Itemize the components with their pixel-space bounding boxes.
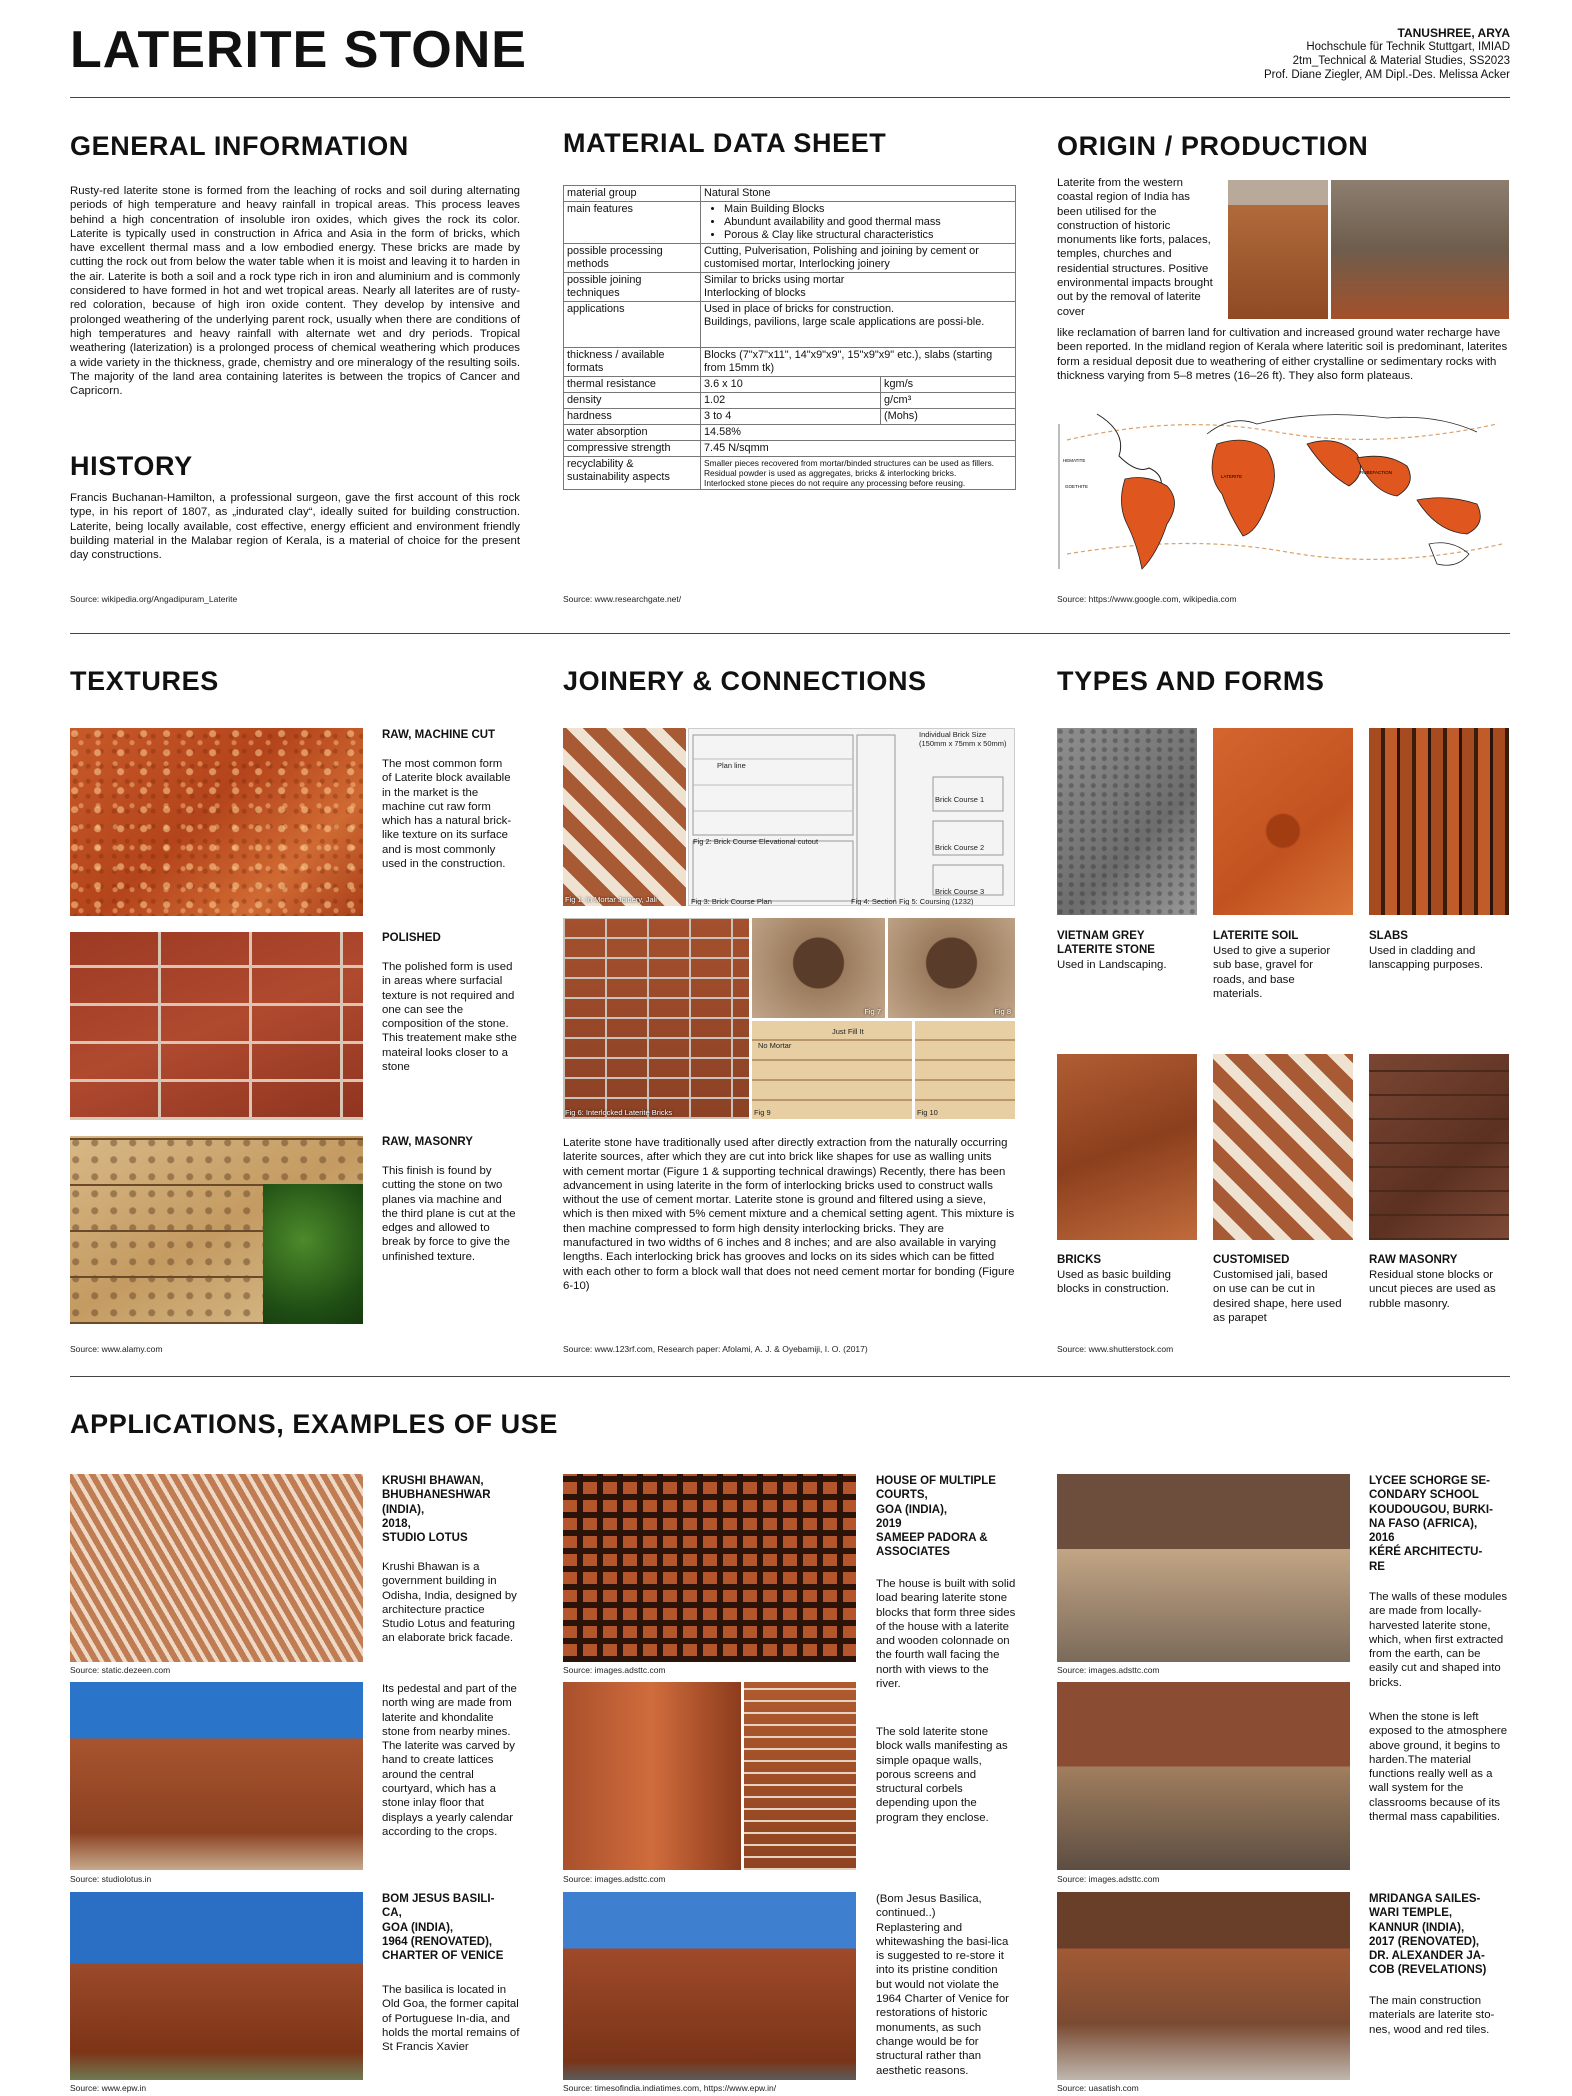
lycee-source-1: Source: images.adsttc.com xyxy=(1057,1665,1160,1675)
type-desc: Used as basic building blocks in construction. xyxy=(1057,1269,1171,1296)
table-row xyxy=(564,302,1016,348)
types-source: Source: www.shutterstock.com xyxy=(1057,1344,1174,1354)
bom-jesus-source-2: Source: timesofindia.indiatimes.com, https://www.epw.in/ xyxy=(563,2083,777,2093)
type-desc: Used in cladding and lanscapping purposes. xyxy=(1369,945,1483,972)
table-key: hardness xyxy=(564,409,701,425)
table-row xyxy=(564,186,1016,202)
figure-caption: Brick Course 3 xyxy=(935,887,985,896)
krushi-text-2: Its pedestal and part of the north wing are made from laterite and khondalite stone from nearby mines. The laterite was carved by hand to create lattices around the central courtyard, which has a stone inlay floor that displays a yearly calendar according to the crops. xyxy=(382,1683,517,1838)
table-row xyxy=(564,273,1016,302)
table-key: density xyxy=(564,393,701,409)
mridanga-temple-photo xyxy=(1057,1892,1350,2080)
interlocked-bricks-photo xyxy=(563,918,749,1119)
mridanga-source: Source: uasatish.com xyxy=(1057,2083,1139,2093)
map-label: RUBEFACTION xyxy=(1360,470,1393,475)
table-row xyxy=(564,244,1016,273)
table-row xyxy=(564,425,1016,441)
krushi-bhawan-facade-photo xyxy=(70,1474,363,1662)
table-value: Blocks (7"x7"x11", 14"x9"x9", 15"x9"x9" etc.), slabs (starting from 15mm tk) xyxy=(701,348,1016,377)
table-unit: g/cm³ xyxy=(881,393,1016,409)
author-block xyxy=(1264,26,1510,82)
table-value: 3 to 4 xyxy=(701,409,881,425)
table-value: Smaller pieces recovered from mortar/binded structures can be used as fillers. Residual powder is used as aggregates, bricks & interlocking bricks. Interlocked stone pieces do not require any processing before reusing. xyxy=(701,457,1016,490)
courts-jali-wall-photo xyxy=(563,1474,856,1662)
bom-jesus-text: The basilica is located in Old Goa, the former capital of Portuguese In-dia, and holds the mortal remains of St Francis Xavier xyxy=(382,1984,520,2054)
krushi-title: KRUSHI BHAWAN, BHUBHANESHWAR (INDIA), 2018, STUDIO LOTUS xyxy=(382,1475,491,1545)
texture-label: RAW, MASONRY xyxy=(382,1136,473,1148)
customised-jali-photo xyxy=(1213,1054,1353,1240)
type-label: SLABS xyxy=(1369,930,1408,942)
section-rule-2 xyxy=(70,1376,1510,1377)
figure-caption: Fig 7 xyxy=(864,1007,881,1016)
datasheet-source: Source: www.researchgate.net/ xyxy=(563,594,682,604)
types-heading: TYPES AND FORMS xyxy=(1057,666,1325,696)
laterite-quarry-photo xyxy=(1228,180,1328,319)
table-key: main features xyxy=(564,202,701,244)
table-key: recyclability & sustainability aspects xyxy=(564,457,701,490)
texture-masonry-photo xyxy=(70,1136,363,1324)
mortar-jali-photo xyxy=(563,728,686,906)
history-source: Source: wikipedia.org/Angadipuram_Laterite xyxy=(70,594,238,604)
courts-source-2: Source: images.adsttc.com xyxy=(563,1874,666,1884)
header-rule xyxy=(70,97,1510,98)
course-drawing-svg xyxy=(689,729,1015,906)
lycee-title: LYCEE SCHORGE SE- CONDARY SCHOOL KOUDOUGOU, BURKI- NA FASO (AFRICA), 2016 KÉRÉ ARCHITECTU- RE xyxy=(1369,1475,1493,1573)
table-row xyxy=(564,348,1016,377)
list-item: • Porous & Clay like structural characteristics xyxy=(724,229,1012,242)
joinery-source: Source: www.123rf.com, Research paper: Afolami, A. J. & Oyebamiji, I. O. (2017) xyxy=(563,1344,868,1354)
figure-caption: Brick Course 2 xyxy=(935,843,985,852)
datasheet-heading: MATERIAL DATA SHEET xyxy=(563,128,887,158)
type-desc: Customised jali, based on use can be cut in desired shape, here used as parapet xyxy=(1213,1269,1342,1324)
texture-polished-photo xyxy=(70,932,363,1120)
lycee-text-1: The walls of these modules are made from locally-harvested laterite stone, which, when first extracted from the earth, can be easily cut and shaped into bricks. xyxy=(1369,1591,1508,1689)
table-key: possible joining techniques xyxy=(564,273,701,302)
origin-text-1: Laterite from the western coastal region of India has been utilised for the construction of historic monuments like forts, palaces, temples, churches and residential structures. Positive environmental impacts brought out by the removal of laterite cover xyxy=(1057,177,1213,318)
courts-text-1: The house is built with solid load bearing laterite stone blocks that form three sides of the house with a laterite and wooden colonnade on the fourth wall facing the north with views to the river. xyxy=(876,1578,1016,1691)
brick-stack-photo xyxy=(752,1021,912,1119)
lycee-source-2: Source: images.adsttc.com xyxy=(1057,1874,1160,1884)
table-value: 3.6 x 10 xyxy=(701,377,881,393)
grey-laterite-photo xyxy=(1057,728,1197,915)
brick-course-drawings xyxy=(688,728,1015,906)
figure-caption: Individual Brick Size xyxy=(919,730,987,739)
applications-heading: APPLICATIONS, EXAMPLES OF USE xyxy=(70,1409,558,1439)
table-value: Cutting, Pulverisation, Polishing and joining by cement or customised mortar, Interlocking joinery xyxy=(701,244,1016,273)
lycee-classroom-photo xyxy=(1057,1474,1350,1662)
texture-desc: The most common form of Laterite block available in the market is the machine cut raw form which has a natural brick-like texture on its surface and is most commonly used in the construction. xyxy=(382,758,512,871)
table-key: material group xyxy=(564,186,701,202)
table-row xyxy=(564,202,1016,244)
figure-caption: Just Fill It xyxy=(832,1027,864,1036)
type-desc: Used to give a superior sub base, gravel for roads, and base materials. xyxy=(1213,945,1331,1000)
table-value: 1.02 xyxy=(701,393,881,409)
texture-label: POLISHED xyxy=(382,932,441,944)
table-key: applications xyxy=(564,302,701,348)
textures-source: Source: www.alamy.com xyxy=(70,1344,163,1354)
bom-jesus-photo xyxy=(70,1892,363,2080)
texture-label: RAW, MACHINE CUT xyxy=(382,729,496,741)
figure-caption: Fig 9 xyxy=(754,1108,771,1117)
origin-source: Source: https://www.google.com, wikipedia.com xyxy=(1057,594,1237,604)
figure-caption: Fig 2: Brick Course Elevational cutout xyxy=(693,837,819,846)
slabs-photo xyxy=(1369,728,1509,915)
general-heading: GENERAL INFORMATION xyxy=(70,131,409,161)
texture-desc: The polished form is used in areas where surfacial texture is not required and one can see the composition of the stone. This treatement make sthe mateiral looks closer to a stone xyxy=(382,961,517,1074)
table-value: 14.58% xyxy=(701,425,1016,441)
history-heading: HISTORY xyxy=(70,451,193,481)
origin-text-2: like reclamation of barren land for cultivation and increased ground water recharge have been reported. In the midland region of Kerala where lateritic soil is predominant, laterites form a residual deposit due to weathering of either crystalline or sedimentary rocks with thickness varying from 5–8 metres (16–26 ft). They also form plateaus. xyxy=(1057,327,1508,382)
table-unit: (Mohs) xyxy=(881,409,1016,425)
features-list-cell xyxy=(701,202,1016,244)
map-label: LATERITE xyxy=(1221,474,1243,479)
author-name: TANUSHREE, ARYA xyxy=(1397,26,1510,40)
figure-caption: (150mm x 75mm x 50mm) xyxy=(919,739,1007,748)
brick-pallet-photo xyxy=(915,1021,1015,1119)
history-text: Francis Buchanan-Hamilton, a professional surgeon, gave the first account of this rock type, in his report of 1807, as „indurated clay“, ideally suited for building construction. Laterite, being locally available, cost effective, energy efficient and environment friendly building material in the Malabar region of Kerala, is a material of choice for the present day constructions. xyxy=(70,492,520,562)
table-key: possible processing methods xyxy=(564,244,701,273)
figure-caption: Fig 3: Brick Course Plan xyxy=(691,897,772,906)
table-row xyxy=(564,409,1016,425)
joinery-heading: JOINERY & CONNECTIONS xyxy=(563,666,927,696)
list-item: • Main Building Blocks xyxy=(724,203,1012,216)
krushi-source-2: Source: studiolotus.in xyxy=(70,1874,152,1884)
author-course: 2tm_Technical & Material Studies, SS2023 xyxy=(1292,55,1510,67)
table-unit: kgm/s xyxy=(881,377,1016,393)
courts-screen-photo xyxy=(744,1682,856,1870)
krushi-courtyard-photo xyxy=(70,1682,363,1870)
type-desc: Residual stone blocks or uncut pieces are used as rubble masonry. xyxy=(1369,1269,1496,1310)
figure-caption: Fig 10 xyxy=(917,1108,938,1117)
bom-jesus-continued-text: (Bom Jesus Basilica, continued..) Replastering and whitewashing the basi-lica is suggested to re-store it into its pristine condition but would not violate the 1964 Charter of Venice for restorations of historic monuments, as such change would be for structural rather than aesthetic reasons. xyxy=(876,1893,1009,2077)
courts-source-1: Source: images.adsttc.com xyxy=(563,1665,666,1675)
figure-caption: Brick Course 1 xyxy=(935,795,985,804)
courts-text-2: The sold laterite stone block walls manifesting as simple opaque walls, porous screens and structural corbels depending upon the program they enclose. xyxy=(876,1726,1008,1824)
texture-desc: This finish is found by cutting the stone on two planes via machine and the third plane is cut at the edges and allowed to break by force to give the unfinished texture. xyxy=(382,1165,516,1263)
type-label: VIETNAM GREY LATERITE STONE xyxy=(1057,930,1155,957)
type-label: BRICKS xyxy=(1057,1254,1102,1266)
figure-caption: Fig 8 xyxy=(994,1007,1011,1016)
bom-jesus-source: Source: www.epw.in xyxy=(70,2083,147,2093)
table-value: 7.45 N/sqmm xyxy=(701,441,1016,457)
author-professors: Prof. Diane Ziegler, AM Dipl.-Des. Melissa Acker xyxy=(1263,69,1510,81)
type-label: RAW MASONRY xyxy=(1369,1254,1458,1266)
texture-machine-cut-photo xyxy=(70,728,363,916)
table-key: water absorption xyxy=(564,425,701,441)
map-label: HEMATITE xyxy=(1063,458,1086,463)
table-key: compressive strength xyxy=(564,441,701,457)
leaf-overlay xyxy=(263,1184,363,1324)
figure-caption: Fig 6: Interlocked Laterite Bricks xyxy=(565,1108,673,1117)
table-value: Similar to bricks using mortar Interlocking of blocks xyxy=(701,273,1016,302)
interlock-mould-photo xyxy=(752,918,885,1018)
table-row xyxy=(564,393,1016,409)
table-row xyxy=(564,457,1016,490)
figure-caption: Fig 1: In Mortar Joinery, Jali xyxy=(565,895,657,904)
krushi-source-1: Source: static.dezeen.com xyxy=(70,1665,171,1675)
table-value: Natural Stone xyxy=(701,186,1016,202)
poster-title: LATERITE STONE xyxy=(70,21,527,79)
interlock-brick-photo xyxy=(888,918,1015,1018)
table-value: Used in place of bricks for construction. Buildings, pavilions, large scale applications are possi-ble. xyxy=(701,302,1016,348)
list-item: • Abundunt availability and good thermal mass xyxy=(724,216,1012,229)
courts-title: HOUSE OF MULTIPLE COURTS, GOA (INDIA), 2019 SAMEEP PADORA & ASSOCIATES xyxy=(876,1475,996,1559)
figure-caption: Plan line xyxy=(717,761,746,770)
table-row xyxy=(564,377,1016,393)
bom-jesus-facade-photo xyxy=(563,1892,856,2080)
origin-heading: ORIGIN / PRODUCTION xyxy=(1057,131,1369,161)
material-data-table xyxy=(563,185,1016,490)
laterite-soil-photo xyxy=(1213,728,1353,915)
bom-jesus-title: BOM JESUS BASILI- CA, GOA (INDIA), 1964 (RENOVATED), CHARTER OF VENICE xyxy=(382,1893,504,1963)
type-desc: Used in Landscaping. xyxy=(1057,959,1167,971)
cutting-machine-photo xyxy=(1331,180,1509,319)
textures-heading: TEXTURES xyxy=(70,666,219,696)
mridanga-text: The main construction materials are laterite sto-nes, wood and red tiles. xyxy=(1369,1995,1495,2036)
bricks-photo xyxy=(1057,1054,1197,1240)
raw-masonry-photo xyxy=(1369,1054,1509,1240)
author-school: Hochschule für Technik Stuttgart, IMIAD xyxy=(1306,41,1510,53)
joinery-text: Laterite stone have traditionally used after directly extraction from the naturally occurring laterite sources, after which they are cut into brick like shapes for use as walling units with cement mortar (Figure 1 & supporting technical drawings) Recently, there has been advancement in using laterite in the form of interlocking bricks used to construct walls without the use of cement mortar. Laterite stone is ground and filtered using a sieve, which is then mixed with 5% cement mixture and a chemical setting agent. This mixture is then machine compressed to form high density interlocking bricks. They are manufactured in two widths of 6 inches and 8 inches; and are also available in varying lengths. Each interlocking brick has grooves and locks on its sides which can be fitted with each other to form a block wall that does not need cement mortar for bonding (Figure 6-10) xyxy=(563,1137,1015,1292)
lycee-text-2: When the stone is left exposed to the atmosphere above ground, it begins to harden.The material functions really well as a wall system for the classrooms because of its thermal mass capabilities. xyxy=(1369,1711,1508,1824)
table-key: thermal resistance xyxy=(564,377,701,393)
lycee-interior-photo xyxy=(1057,1682,1350,1870)
laterite-world-map xyxy=(1057,404,1509,580)
figure-caption: Fig 4: Section Fig 5: Coursing (1232) xyxy=(851,897,974,906)
table-key: thickness / available formats xyxy=(564,348,701,377)
map-label: GOETHITE xyxy=(1065,484,1089,489)
krushi-text-1: Krushi Bhawan is a government building in Odisha, India, designed by architecture practice Studio Lotus and featuring an elaborate brick facade. xyxy=(382,1561,517,1645)
general-text: Rusty-red laterite stone is formed from the leaching of rocks and soil during alternating periods of high temperature and heavy rainfall in tropical areas. This process leaves behind a high concentration of insoluble iron oxides, which gives the rock its color. Laterite is typically used in construction in Africa and Asia in the form of bricks, which have excellent thermal mass and a low embodied energy. These bricks are made by cutting the rock out from below the water table when it is moist and leaving it to harden in the air. Laterite is both a soil and a rock type rich in iron and aluminium and is commonly considered to have formed in hot and wet tropical areas. Nearly all laterites are of rusty-red coloration, because of high iron oxide content. They develop by intensive and prolonged weathering of the underlying parent rock, usually when there are conditions of high temperatures and heavy rainfall with alternate wet and dry periods. Tropical weathering (laterization) is a prolonged process of chemical weathering which produces a wide variety in the thickness, grade, chemistry and ore mineralogy of the resulting soils. The majority of the land area containing laterites is between the tropics of Cancer and Capricorn. xyxy=(70,185,520,398)
type-label: LATERITE SOIL xyxy=(1213,930,1299,942)
table-row xyxy=(564,441,1016,457)
mridanga-title: MRIDANGA SAILES- WARI TEMPLE, KANNUR (INDIA), 2017 (RENOVATED), DR. ALEXANDER JA- COB (REVELATIONS) xyxy=(1369,1893,1487,1977)
figure-caption: No Mortar xyxy=(758,1041,792,1050)
courts-corbel-photo xyxy=(563,1682,741,1870)
type-label: CUSTOMISED xyxy=(1213,1254,1290,1266)
section-rule-1 xyxy=(70,633,1510,634)
